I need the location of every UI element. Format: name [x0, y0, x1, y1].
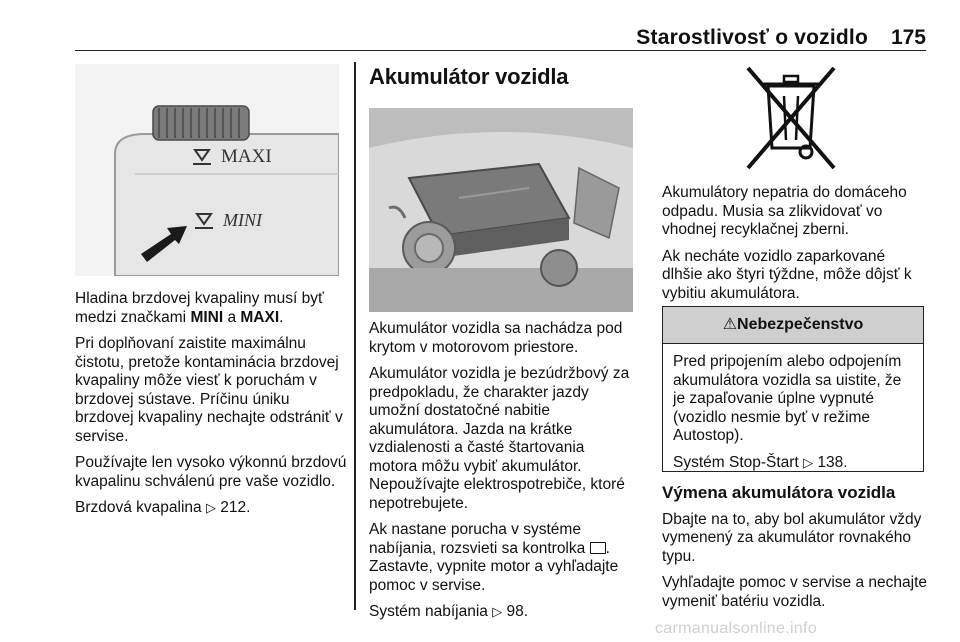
reservoir-drawing — [75, 64, 339, 276]
page-number: 175 — [890, 26, 926, 49]
left-column-text — [75, 290, 347, 526]
section-title: Akumulátor vozidla — [369, 64, 569, 89]
danger-warning-box — [662, 306, 924, 472]
paragraph: Hladina brzdovej kvapaliny musí byť medzi značkami MINI a MAXI. — [75, 290, 324, 326]
engine-bay-drawing — [369, 108, 633, 312]
paragraph: Akumulátor vozidla sa nachádza pod krytom v motorovom priestore. — [369, 320, 623, 356]
page-title: Starostlivosť o vozidlo — [636, 26, 868, 49]
crossed-out-bin-icon — [740, 64, 842, 174]
mini-mark-label: MINI — [223, 210, 262, 230]
paragraph: Používajte len vysoko výkonnú brzdovú kvapalinu schválenú pre vaše vozidlo. — [75, 454, 347, 490]
cross-reference: Systém Stop-Štart ▷ 138. — [673, 453, 848, 471]
page-header — [75, 24, 926, 51]
page-reference-arrow-icon: ▷ — [205, 500, 216, 515]
paragraph: Ak nastane porucha v systéme nabíjania, rozsvieti sa kontrolka . Zastavte, vypnite motor a vyhľadajte pomoc v servise. — [369, 521, 619, 594]
page-reference-arrow-icon: ▷ — [492, 604, 503, 619]
subsection-title: Výmena akumulátora vozidla — [662, 483, 896, 502]
column-divider — [354, 62, 356, 610]
cross-reference: Brzdová kvapalina ▷ 212. — [75, 499, 251, 516]
battery-warning-icon — [590, 542, 606, 554]
paragraph: Akumulátor vozidla je bezúdržbový za predpokladu, že charakter jazdy umožní dostatočné nabitie akumulátora. Jazda na krátke vzdialenosti a časté štartovania motora môžu vybiť akumulátor. Nepoužívajte elektrospotrebiče, ktoré nepotrebujete. — [369, 365, 630, 512]
right-column-text — [662, 184, 928, 311]
paragraph: Vyhľadajte pomoc v servise a nechajte vymeniť batériu vozidla. — [662, 574, 928, 610]
maxi-mark-label: MAXI — [221, 146, 272, 167]
warning-header: ⚠Nebezpečenstvo — [663, 307, 923, 344]
paragraph: Dbajte na to, aby bol akumulátor vždy vymenený za akumulátor rovnakého typu. — [662, 510, 922, 565]
page-reference-arrow-icon: ▷ — [803, 454, 814, 470]
brake-fluid-reservoir-illustration — [75, 64, 339, 276]
paragraph: Pri doplňovaní zaistite maximálnu čistotu, pretože kontaminácia brzdovej kvapaliny môže viesť k poruchám v brzdovej sústave. Príčinu úniku brzdovej kvapaliny nechajte odstrániť v servise. — [75, 335, 343, 445]
cross-reference: Systém nabíjania ▷ 98. — [369, 603, 529, 620]
middle-column-text — [369, 320, 635, 630]
watermark: carmanualsonline.info — [655, 620, 817, 637]
paragraph: Pred pripojením alebo odpojením akumulátora vozidla sa uistite, že je zapaľovanie úplne vypnuté (vozidlo nesmie byť v režime Autostop). — [673, 353, 902, 444]
right-column-lower-text — [662, 484, 928, 619]
warning-triangle-icon: ⚠ — [722, 316, 738, 333]
paragraph: Akumulátory nepatria do domáceho odpadu. Musia sa zlikvidovať vo vhodnej recyklačnej zberni. — [662, 184, 907, 238]
warning-body — [663, 344, 923, 472]
paragraph: Ak necháte vozidlo zaparkované dlhšie ako štyri týždne, môže dôjsť k vybitiu akumulátora. — [662, 247, 912, 302]
engine-bay-battery-illustration — [369, 108, 633, 312]
